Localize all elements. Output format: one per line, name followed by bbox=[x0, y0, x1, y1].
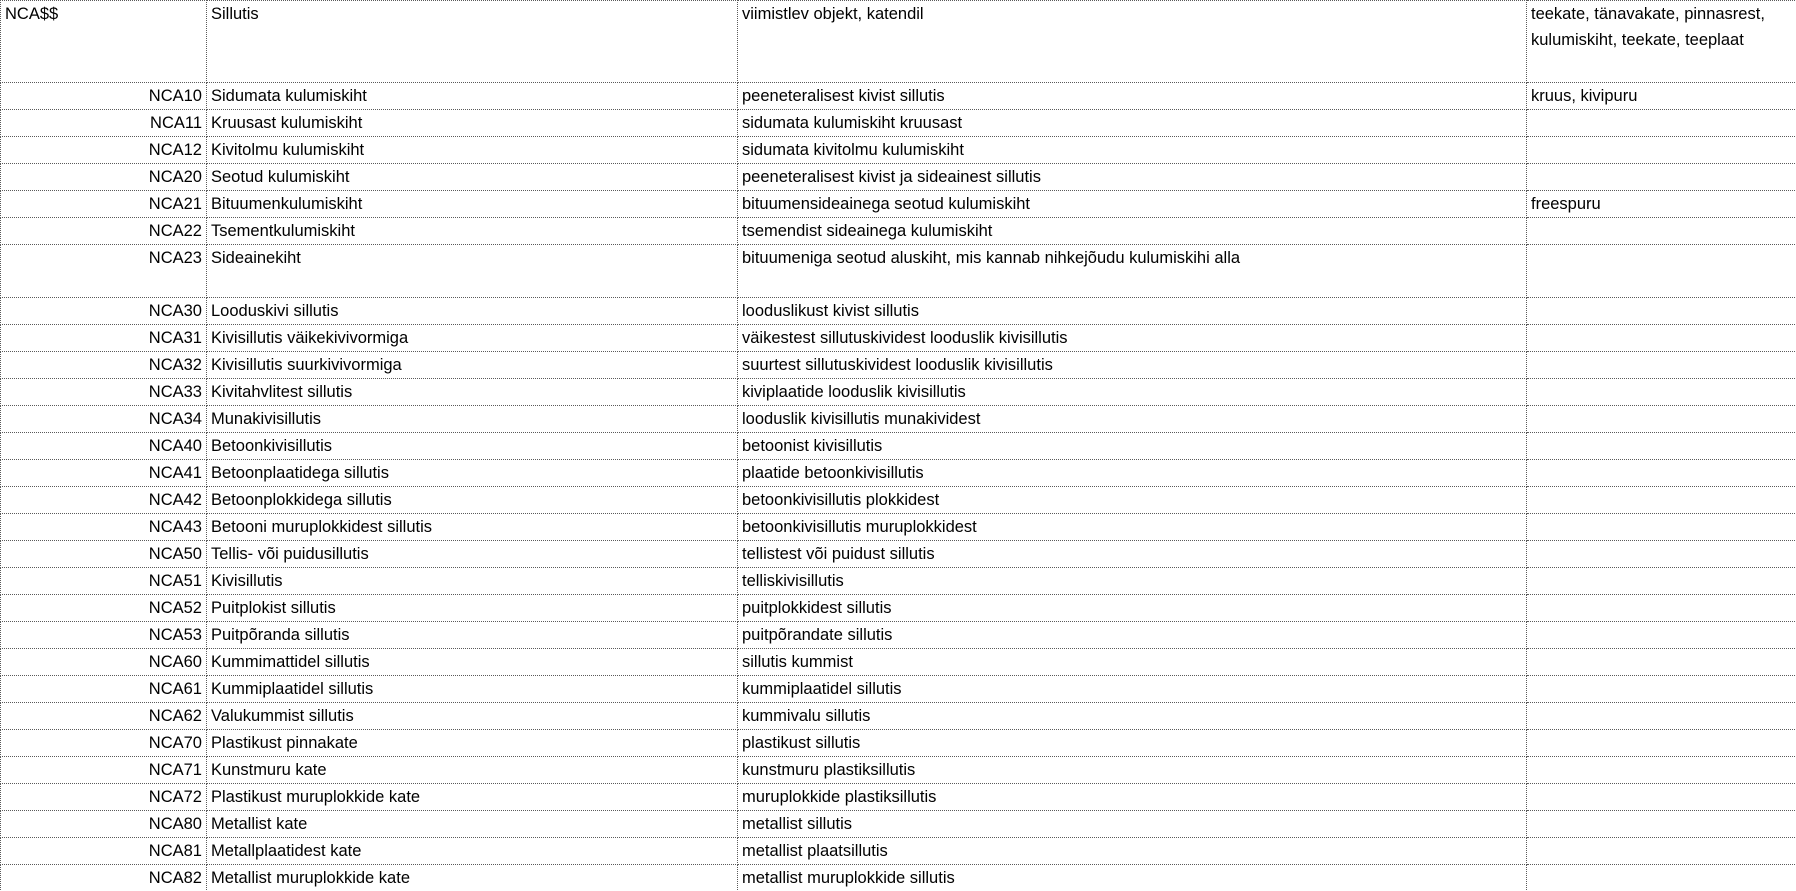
synonyms-cell[interactable] bbox=[1527, 622, 1796, 649]
synonyms-cell[interactable] bbox=[1527, 245, 1796, 298]
code-cell[interactable]: NCA72 bbox=[1, 784, 207, 811]
synonyms-cell[interactable] bbox=[1527, 514, 1796, 541]
code-cell[interactable]: NCA62 bbox=[1, 703, 207, 730]
name-cell[interactable]: Betooni muruplokkidest sillutis bbox=[207, 514, 738, 541]
synonyms-cell[interactable] bbox=[1527, 406, 1796, 433]
table-row bbox=[1, 433, 1796, 460]
table-row bbox=[1, 110, 1796, 137]
synonyms-cell[interactable] bbox=[1527, 784, 1796, 811]
table-row bbox=[1, 352, 1796, 379]
synonyms-cell[interactable] bbox=[1527, 487, 1796, 514]
description-cell[interactable]: muruplokkide plastiksillutis bbox=[738, 784, 1527, 811]
synonyms-cell[interactable] bbox=[1527, 757, 1796, 784]
table-row bbox=[1, 164, 1796, 191]
name-cell[interactable]: Betoonplaatidega sillutis bbox=[207, 460, 738, 487]
synonyms-cell[interactable] bbox=[1527, 433, 1796, 460]
description-cell[interactable]: looduslikust kivist sillutis bbox=[738, 298, 1527, 325]
name-cell[interactable]: Kivitahvlitest sillutis bbox=[207, 379, 738, 406]
table-row bbox=[1, 649, 1796, 676]
code-cell[interactable]: NCA20 bbox=[1, 164, 207, 191]
table-row bbox=[1, 191, 1796, 218]
table-row bbox=[1, 865, 1796, 891]
name-cell[interactable]: Metallplaatidest kate bbox=[207, 838, 738, 865]
code-cell[interactable]: NCA82 bbox=[1, 865, 207, 891]
name-cell[interactable]: Sidumata kulumiskiht bbox=[207, 83, 738, 110]
code-cell[interactable]: NCA70 bbox=[1, 730, 207, 757]
description-cell[interactable]: tsemendist sideainega kulumiskiht bbox=[738, 218, 1527, 245]
synonyms-cell[interactable] bbox=[1527, 703, 1796, 730]
header-name-cell[interactable]: Sillutis bbox=[207, 1, 738, 83]
code-cell[interactable]: NCA42 bbox=[1, 487, 207, 514]
table-row bbox=[1, 703, 1796, 730]
table-row bbox=[1, 218, 1796, 245]
table-row bbox=[1, 838, 1796, 865]
code-cell[interactable]: NCA21 bbox=[1, 191, 207, 218]
table-row bbox=[1, 730, 1796, 757]
description-cell[interactable]: kiviplaatide looduslik kivisillutis bbox=[738, 379, 1527, 406]
code-cell[interactable]: NCA12 bbox=[1, 137, 207, 164]
table-row bbox=[1, 406, 1796, 433]
name-cell[interactable]: Looduskivi sillutis bbox=[207, 298, 738, 325]
code-cell[interactable]: NCA23 bbox=[1, 245, 207, 298]
description-cell[interactable]: väikestest sillutuskividest looduslik kivisillutis bbox=[738, 325, 1527, 352]
description-cell[interactable]: metallist sillutis bbox=[738, 811, 1527, 838]
name-cell[interactable]: Kivisillutis suurkivivormiga bbox=[207, 352, 738, 379]
header-row bbox=[1, 1, 1796, 83]
table-row bbox=[1, 325, 1796, 352]
description-cell[interactable]: kummiplaatidel sillutis bbox=[738, 676, 1527, 703]
code-cell[interactable]: NCA53 bbox=[1, 622, 207, 649]
code-cell[interactable]: NCA32 bbox=[1, 352, 207, 379]
code-cell[interactable]: NCA61 bbox=[1, 676, 207, 703]
table-row bbox=[1, 298, 1796, 325]
header-synonyms-cell[interactable]: teekate, tänavakate, pinnasrest, kulumiskiht, teekate, teeplaat bbox=[1527, 1, 1796, 83]
name-cell[interactable]: Bituumenkulumiskiht bbox=[207, 191, 738, 218]
synonyms-cell[interactable] bbox=[1527, 460, 1796, 487]
description-cell[interactable]: kummivalu sillutis bbox=[738, 703, 1527, 730]
synonyms-cell[interactable] bbox=[1527, 352, 1796, 379]
synonyms-cell[interactable] bbox=[1527, 137, 1796, 164]
description-cell[interactable]: kunstmuru plastiksillutis bbox=[738, 757, 1527, 784]
code-cell[interactable]: NCA41 bbox=[1, 460, 207, 487]
code-cell[interactable]: NCA71 bbox=[1, 757, 207, 784]
description-cell[interactable]: suurtest sillutuskividest looduslik kivisillutis bbox=[738, 352, 1527, 379]
table-row bbox=[1, 595, 1796, 622]
name-cell[interactable]: Metallist muruplokkide kate bbox=[207, 865, 738, 891]
table-row bbox=[1, 245, 1796, 298]
synonyms-cell[interactable] bbox=[1527, 811, 1796, 838]
name-cell[interactable]: Kummiplaatidel sillutis bbox=[207, 676, 738, 703]
synonyms-cell[interactable] bbox=[1527, 325, 1796, 352]
description-cell[interactable]: puitpõrandate sillutis bbox=[738, 622, 1527, 649]
description-cell[interactable]: puitplokkidest sillutis bbox=[738, 595, 1527, 622]
description-cell[interactable]: sidumata kulumiskiht kruusast bbox=[738, 110, 1527, 137]
synonyms-cell[interactable] bbox=[1527, 379, 1796, 406]
code-cell[interactable]: NCA80 bbox=[1, 811, 207, 838]
code-cell[interactable]: NCA81 bbox=[1, 838, 207, 865]
synonyms-cell[interactable] bbox=[1527, 218, 1796, 245]
code-cell[interactable]: NCA34 bbox=[1, 406, 207, 433]
name-cell[interactable]: Valukummist sillutis bbox=[207, 703, 738, 730]
header-code-cell[interactable]: NCA$$ bbox=[1, 1, 207, 83]
name-cell[interactable]: Kivisillutis bbox=[207, 568, 738, 595]
description-cell[interactable]: looduslik kivisillutis munakividest bbox=[738, 406, 1527, 433]
name-cell[interactable]: Betoonkivisillutis bbox=[207, 433, 738, 460]
code-cell[interactable]: NCA30 bbox=[1, 298, 207, 325]
table-row bbox=[1, 83, 1796, 110]
description-cell[interactable]: sillutis kummist bbox=[738, 649, 1527, 676]
code-cell[interactable]: NCA60 bbox=[1, 649, 207, 676]
code-cell[interactable]: NCA43 bbox=[1, 514, 207, 541]
table-row bbox=[1, 487, 1796, 514]
table-row bbox=[1, 757, 1796, 784]
description-cell[interactable]: peeneteralisest kivist sillutis bbox=[738, 83, 1527, 110]
name-cell[interactable]: Tellis- või puidusillutis bbox=[207, 541, 738, 568]
synonyms-cell[interactable] bbox=[1527, 298, 1796, 325]
code-cell[interactable]: NCA10 bbox=[1, 83, 207, 110]
table-row bbox=[1, 514, 1796, 541]
description-cell[interactable]: tellistest või puidust sillutis bbox=[738, 541, 1527, 568]
table-row bbox=[1, 784, 1796, 811]
name-cell[interactable]: Kummimattidel sillutis bbox=[207, 649, 738, 676]
name-cell[interactable]: Kruusast kulumiskiht bbox=[207, 110, 738, 137]
table-row bbox=[1, 460, 1796, 487]
table-row bbox=[1, 379, 1796, 406]
table-row bbox=[1, 676, 1796, 703]
description-cell[interactable]: metallist muruplokkide sillutis bbox=[738, 865, 1527, 891]
name-cell[interactable]: Puitpõranda sillutis bbox=[207, 622, 738, 649]
synonyms-cell[interactable] bbox=[1527, 838, 1796, 865]
name-cell[interactable]: Puitplokist sillutis bbox=[207, 595, 738, 622]
description-cell[interactable]: betoonkivisillutis muruplokkidest bbox=[738, 514, 1527, 541]
synonyms-cell[interactable]: freespuru bbox=[1527, 191, 1796, 218]
table-row bbox=[1, 622, 1796, 649]
description-cell[interactable]: betoonist kivisillutis bbox=[738, 433, 1527, 460]
description-cell[interactable]: betoonkivisillutis plokkidest bbox=[738, 487, 1527, 514]
synonyms-cell[interactable] bbox=[1527, 595, 1796, 622]
synonyms-cell[interactable] bbox=[1527, 676, 1796, 703]
name-cell[interactable]: Kunstmuru kate bbox=[207, 757, 738, 784]
description-cell[interactable]: sidumata kivitolmu kulumiskiht bbox=[738, 137, 1527, 164]
description-cell[interactable]: telliskivisillutis bbox=[738, 568, 1527, 595]
description-cell[interactable]: plastikust sillutis bbox=[738, 730, 1527, 757]
code-cell[interactable]: NCA51 bbox=[1, 568, 207, 595]
code-cell[interactable]: NCA50 bbox=[1, 541, 207, 568]
name-cell[interactable]: Sideainekiht bbox=[207, 245, 738, 298]
code-cell[interactable]: NCA22 bbox=[1, 218, 207, 245]
description-cell[interactable]: metallist plaatsillutis bbox=[738, 838, 1527, 865]
code-cell[interactable]: NCA33 bbox=[1, 379, 207, 406]
description-cell[interactable]: plaatide betoonkivisillutis bbox=[738, 460, 1527, 487]
code-cell[interactable]: NCA11 bbox=[1, 110, 207, 137]
name-cell[interactable]: Munakivisillutis bbox=[207, 406, 738, 433]
description-cell[interactable]: peeneteralisest kivist ja sideainest sillutis bbox=[738, 164, 1527, 191]
header-description-cell[interactable]: viimistlev objekt, katendil bbox=[738, 1, 1527, 83]
synonyms-cell[interactable] bbox=[1527, 649, 1796, 676]
code-cell[interactable]: NCA52 bbox=[1, 595, 207, 622]
synonyms-cell[interactable] bbox=[1527, 568, 1796, 595]
synonyms-cell[interactable] bbox=[1527, 164, 1796, 191]
table-row bbox=[1, 137, 1796, 164]
table-row bbox=[1, 811, 1796, 838]
name-cell[interactable]: Plastikust pinnakate bbox=[207, 730, 738, 757]
synonyms-cell[interactable] bbox=[1527, 541, 1796, 568]
description-cell[interactable]: bituumeniga seotud aluskiht, mis kannab nihkejõudu kulumiskihi alla bbox=[738, 245, 1527, 298]
code-cell[interactable]: NCA31 bbox=[1, 325, 207, 352]
synonyms-cell[interactable]: kruus, kivipuru bbox=[1527, 83, 1796, 110]
name-cell[interactable]: Seotud kulumiskiht bbox=[207, 164, 738, 191]
table-row bbox=[1, 541, 1796, 568]
name-cell[interactable]: Tsementkulumiskiht bbox=[207, 218, 738, 245]
description-cell[interactable]: bituumensideainega seotud kulumiskiht bbox=[738, 191, 1527, 218]
name-cell[interactable]: Metallist kate bbox=[207, 811, 738, 838]
synonyms-cell[interactable] bbox=[1527, 110, 1796, 137]
name-cell[interactable]: Betoonplokkidega sillutis bbox=[207, 487, 738, 514]
code-cell[interactable]: NCA40 bbox=[1, 433, 207, 460]
name-cell[interactable]: Kivitolmu kulumiskiht bbox=[207, 137, 738, 164]
name-cell[interactable]: Plastikust muruplokkide kate bbox=[207, 784, 738, 811]
synonyms-cell[interactable] bbox=[1527, 865, 1796, 891]
synonyms-cell[interactable] bbox=[1527, 730, 1796, 757]
table-row bbox=[1, 568, 1796, 595]
name-cell[interactable]: Kivisillutis väikekivivormiga bbox=[207, 325, 738, 352]
